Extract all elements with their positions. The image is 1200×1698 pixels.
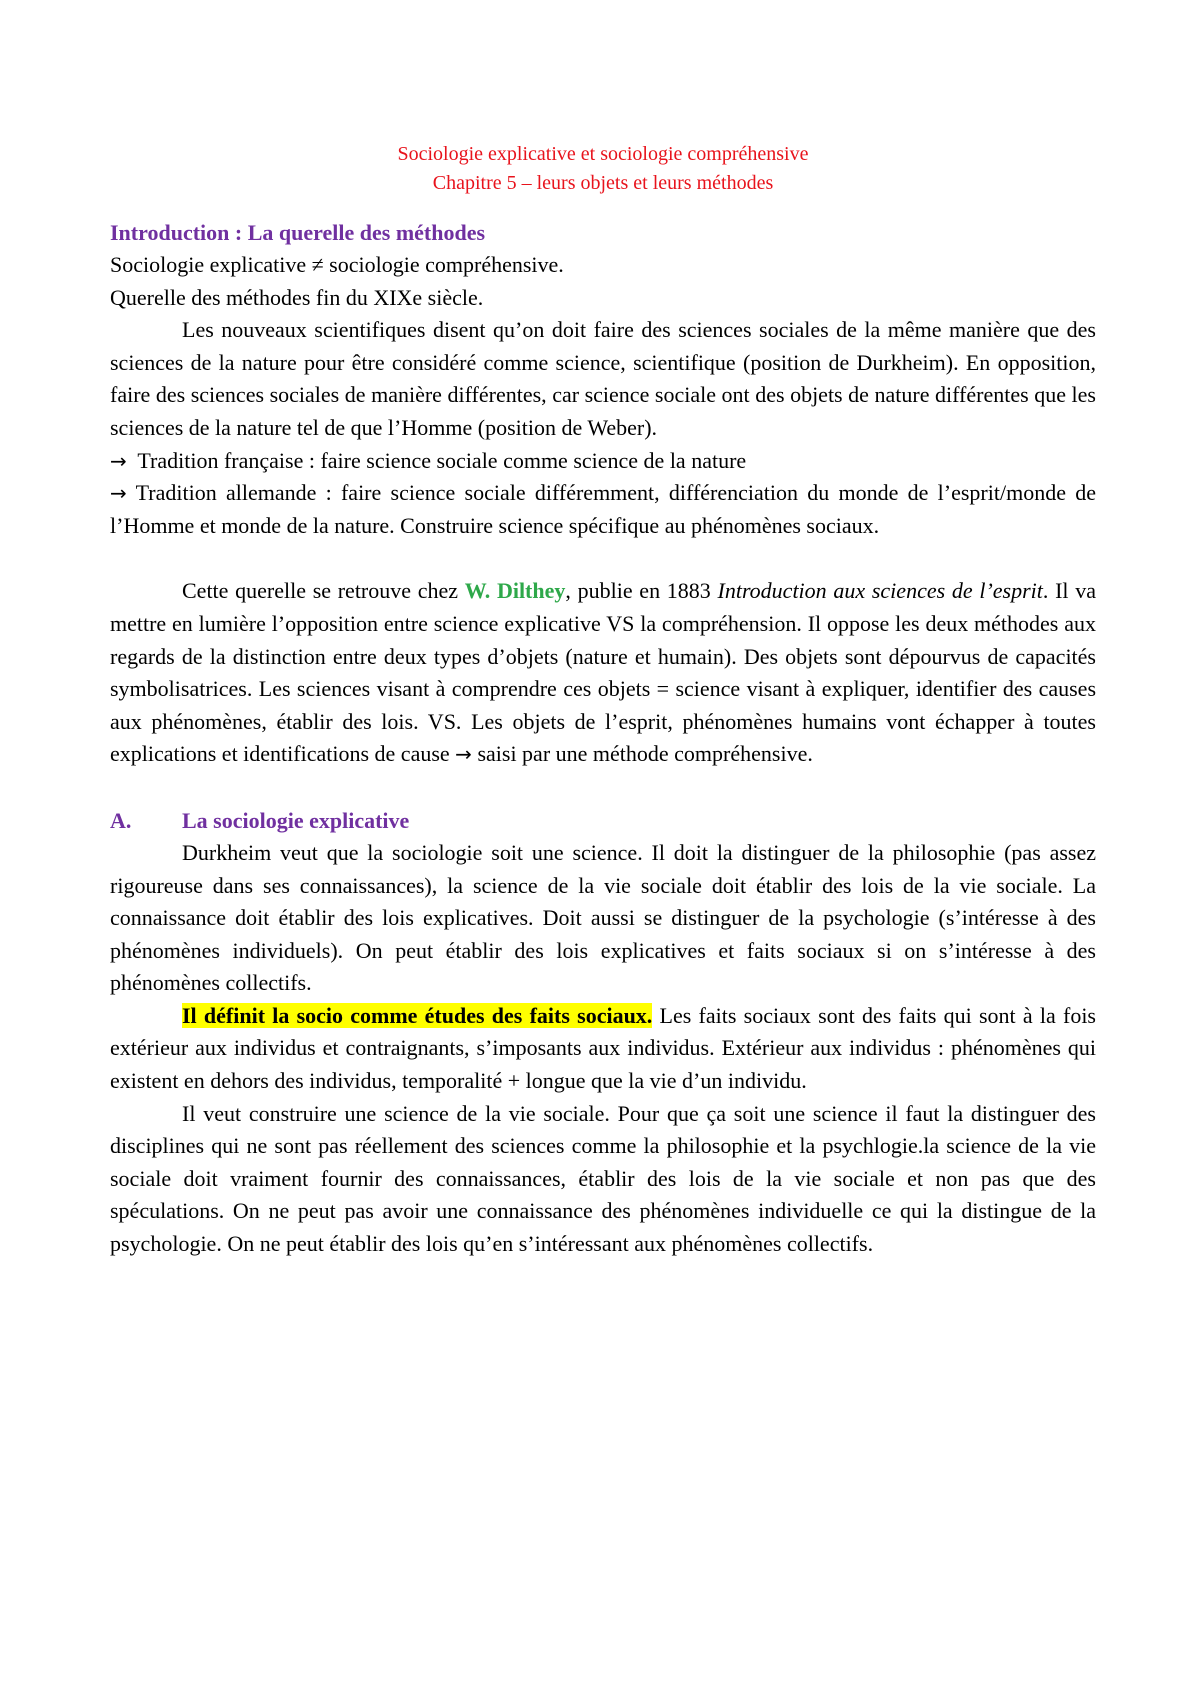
title-line-2: Chapitre 5 – leurs objets et leurs méthodes: [432, 172, 774, 194]
arrow-icon: →: [455, 742, 472, 767]
arrow-item-german: [110, 477, 1096, 542]
paragraph-gap: [110, 771, 1096, 804]
para2-text-d: saisi par une méthode compréhensive.: [471, 741, 813, 767]
author-name: W. Dilthey: [464, 578, 566, 604]
document-title: [110, 140, 1096, 198]
para2-text-c: . Il va mettre en lumière l’opposition entre science explicative VS la compréhension. Il oppose les deux méthodes aux regards de la distinction entre deux types d’objets (nature et humain). Des objets sont dépourvus de capacités symbolisatrices. Les sciences visant à comprendre ces objets = science visant à expliquer, identifier des causes aux phénomènes, établir des lois. VS. Les objets de l’esprit, phénomènes humains vont échapper à toutes explications et identifications de cause: [110, 578, 1097, 767]
intro-heading: Introduction : La querelle des méthodes: [110, 220, 486, 245]
intro-paragraph-1: Les nouveaux scientifiques disent qu’on doit faire des sciences sociales de la même manière que des sciences de la nature pour être considéré comme science, scientifique (position de Durkheim). En opposition, faire des sciences sociales de manière différentes, car science sociale ont des objets de nature différentes que les sciences de la nature tel de que l’Homme (position de Weber).: [110, 317, 1096, 440]
book-title: Introduction aux sciences de l’esprit: [717, 578, 1043, 604]
section-a-heading: [110, 804, 1096, 837]
arrow-item-french-text: Tradition française : faire science sociale comme science de la nature: [137, 447, 747, 473]
paragraph-gap: [110, 542, 1096, 575]
title-line-1: Sociologie explicative et sociologie compréhensive: [397, 143, 809, 165]
intro-line-2: Querelle des méthodes fin du XIXe siècle.: [110, 284, 484, 310]
arrow-item-german-text: Tradition allemande : faire science sociale différemment, différenciation du monde de l’esprit/monde de l’Homme et monde de la nature. Construire science spécifique au phénomènes sociaux.: [110, 480, 1096, 538]
arrow-icon: →: [110, 481, 127, 506]
section-a-title: La sociologie explicative: [182, 807, 410, 833]
intro-paragraph-2: [110, 575, 1096, 771]
section-a-paragraph-3: Il veut construire une science de la vie sociale. Pour que ça soit une science il faut la distinguer des disciplines qui ne sont pas réellement des sciences comme la philosophie et la psychlogie.la science de la vie sociale doit vraiment fournir des connaissances, établir des lois de la vie sociale et non pas que des spéculations. On ne peut pas avoir une connaissance des phénomènes individuelle ce qui la distingue de la psychologie. On ne peut établir des lois qu’en s’intéressant aux phénomènes collectifs.: [110, 1100, 1096, 1257]
arrow-item-french: [110, 445, 1096, 478]
section-a-paragraph-2: [110, 1000, 1096, 1098]
arrow-icon: →: [110, 448, 127, 473]
highlighted-definition: Il définit la socio comme études des faits sociaux.: [182, 1002, 653, 1028]
intro-line-1: Sociologie explicative ≠ sociologie compréhensive.: [110, 252, 564, 277]
section-a-paragraph-2-rest: Les faits sociaux sont des faits qui sont à la fois extérieur aux individus et contraignants, s’imposants aux individus. Extérieur aux individus : phénomènes qui existent en dehors des individus, temporalité + longue que la vie d’un individu.: [110, 1002, 1096, 1094]
document-page: [110, 140, 1096, 1261]
para2-text-b: , publie en 1883: [565, 578, 718, 604]
section-a-paragraph-1: Durkheim veut que la sociologie soit une science. Il doit la distinguer de la philosophie (pas assez rigoureuse dans ses connaissances), la science de la vie sociale doit établir des lois de la vie sociale. La connaissance doit établir des lois explicatives. Doit aussi se distinguer de la psychologie (s’intéresse à des phénomènes individuels). On peut établir des lois explicatives et faits sociaux si on s’intéresse à des phénomènes collectifs.: [110, 839, 1096, 996]
section-a-letter: A.: [110, 807, 132, 833]
para2-text-a: Cette querelle se retrouve chez: [182, 578, 465, 604]
